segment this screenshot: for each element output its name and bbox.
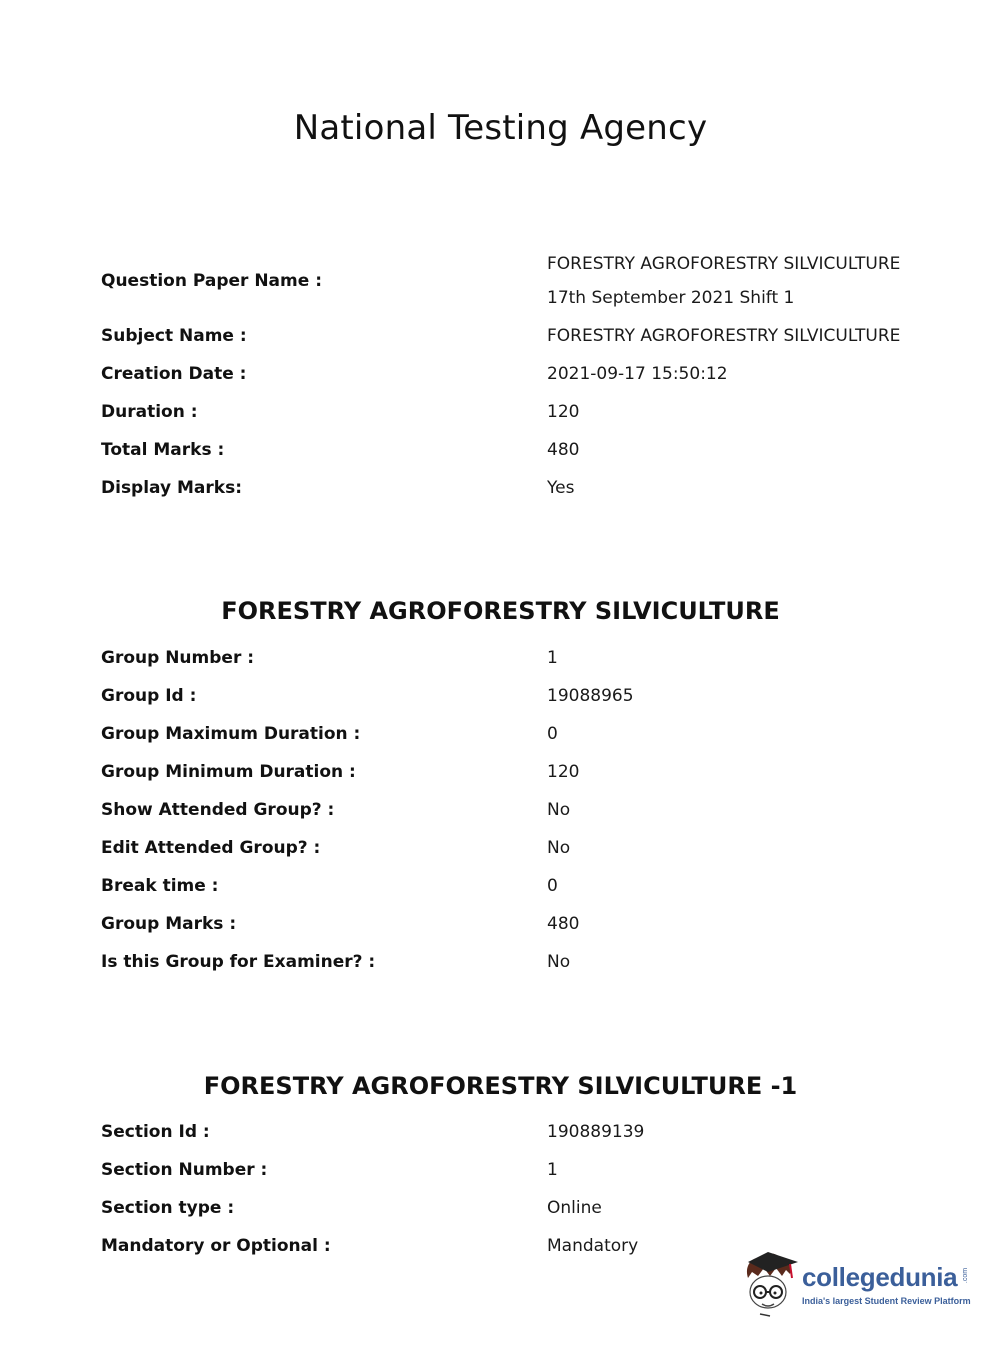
- group-label: Group Id :: [101, 686, 197, 706]
- group-value: No: [547, 952, 571, 972]
- section-value: 1: [547, 1160, 558, 1180]
- info-label: Question Paper Name :: [101, 271, 322, 291]
- section-label: Section type :: [101, 1198, 235, 1218]
- info-value: FORESTRY AGROFORESTRY SILVICULTURE: [547, 254, 901, 274]
- info-label: Subject Name :: [101, 326, 247, 346]
- group-label: Group Maximum Duration :: [101, 724, 361, 744]
- group-value: 120: [547, 762, 580, 782]
- info-value: 2021-09-17 15:50:12: [547, 364, 728, 384]
- logo-suffix-text: .com: [962, 1267, 970, 1284]
- group-label: Group Marks :: [101, 914, 237, 934]
- group-heading: FORESTRY AGROFORESTRY SILVICULTURE: [221, 597, 780, 625]
- group-value: 480: [547, 914, 580, 934]
- info-label: Creation Date :: [101, 364, 247, 384]
- info-value: Yes: [547, 478, 575, 498]
- info-label: Duration :: [101, 402, 198, 422]
- group-value: 1: [547, 648, 558, 668]
- logo-tagline: India's largest Student Review Platform: [802, 1296, 971, 1306]
- group-value: No: [547, 800, 571, 820]
- info-value: 480: [547, 440, 580, 460]
- group-label: Group Minimum Duration :: [101, 762, 356, 782]
- section-value: Online: [547, 1198, 602, 1218]
- section-label: Section Id :: [101, 1122, 210, 1142]
- mascot-icon: [740, 1248, 802, 1320]
- info-label: Display Marks:: [101, 478, 242, 498]
- info-label: Total Marks :: [101, 440, 225, 460]
- section-heading: FORESTRY AGROFORESTRY SILVICULTURE -1: [203, 1072, 798, 1100]
- section-label: Section Number :: [101, 1160, 268, 1180]
- section-value: 190889139: [547, 1122, 645, 1142]
- page-title: National Testing Agency: [293, 108, 708, 148]
- logo-brand-text: collegedunia: [802, 1262, 958, 1292]
- section-value: Mandatory: [547, 1236, 639, 1256]
- group-label: Is this Group for Examiner? :: [101, 952, 376, 972]
- info-value: 17th September 2021 Shift 1: [547, 288, 795, 308]
- group-label: Show Attended Group? :: [101, 800, 335, 820]
- group-label: Break time :: [101, 876, 219, 896]
- group-value: 0: [547, 724, 558, 744]
- group-value: 19088965: [547, 686, 634, 706]
- info-value: FORESTRY AGROFORESTRY SILVICULTURE: [547, 326, 901, 346]
- info-value: 120: [547, 402, 580, 422]
- collegedunia-logo: [740, 1248, 980, 1320]
- group-label: Edit Attended Group? :: [101, 838, 321, 858]
- group-label: Group Number :: [101, 648, 255, 668]
- section-label: Mandatory or Optional :: [101, 1236, 331, 1256]
- group-value: 0: [547, 876, 558, 896]
- group-value: No: [547, 838, 571, 858]
